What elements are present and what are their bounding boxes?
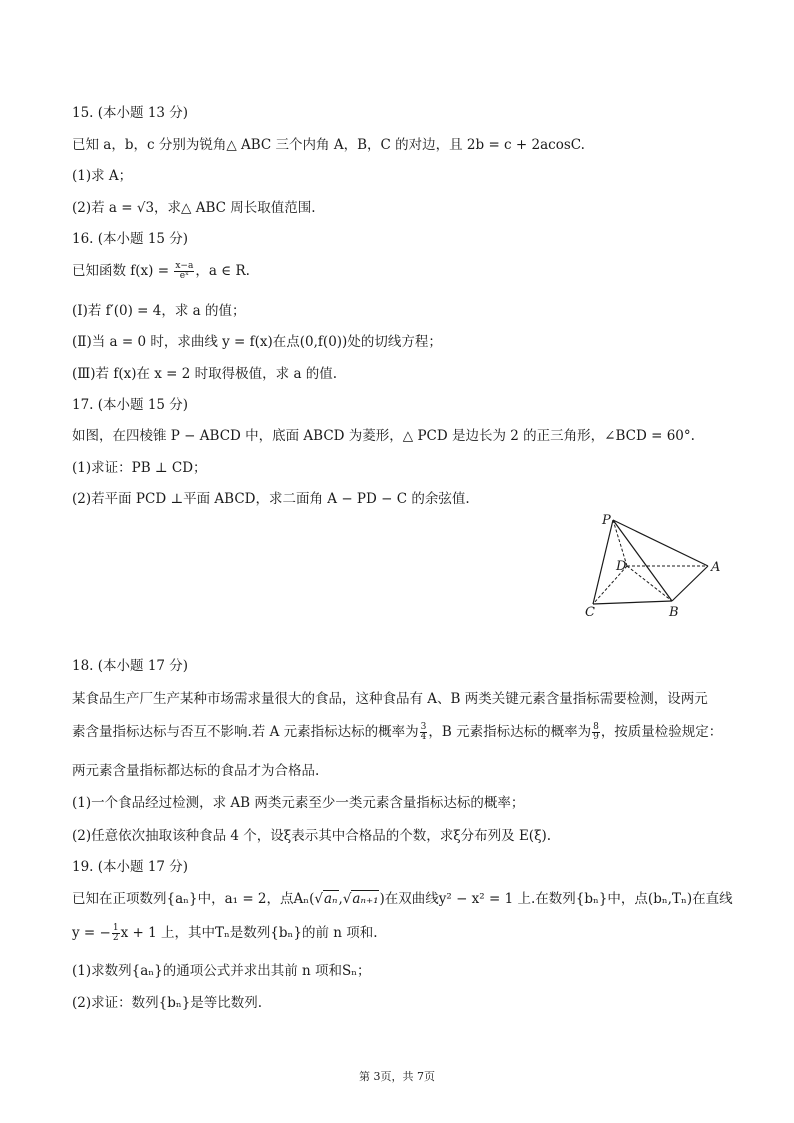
q15-stem: 已知 a，b，c 分别为锐角△ ABC 三个内角 A，B，C 的对边，且 2b = c + 2acosC. (72, 137, 585, 153)
q16-frac-num: x−a (175, 261, 194, 271)
q19-line2-b: x + 1 上，其中Tₙ是数列{bₙ}的前 n 项和. (120, 925, 378, 941)
q16-stem-prefix: 已知函数 f(x) = (72, 263, 174, 279)
q19-part1: (1)求数列{aₙ}的通项公式并求出其前 n 项和Sₙ； (72, 963, 371, 979)
q19-line1-b: )在双曲线y² − x² = 1 上.在数列{bₙ}中，点(bₙ,Tₙ)在直线 (379, 891, 733, 907)
q18-part1: (1)一个食品经过检测，求 AB 两类元素至少一类元素含量指标达标的概率； (72, 795, 525, 811)
q18-frac2-num: 8 (593, 722, 599, 732)
q18-line2 (72, 723, 722, 742)
q19-sqrt-an1: aₙ₊₁ (352, 891, 379, 907)
q19-heading: 19. (本小题 17 分) (72, 859, 189, 875)
q16-frac-den: eˣ (179, 271, 189, 281)
q19-line1: 已知在正项数列{aₙ}中，a₁ = 2，点Aₙ(√aₙ,√aₙ₊₁)在双曲线y² − x² = 1 上.在数列{bₙ}中，点(bₙ,Tₙ)在直线 (72, 891, 733, 907)
q19-line1-comma: , (338, 891, 343, 907)
page-footer: 第 3页，共 7页 (359, 1070, 435, 1083)
q15-part2: (2)若 a = √3，求△ ABC 周长取值范围. (72, 200, 316, 216)
q18-line2-a: 素含量指标达标与否互不影响.若 A 元素指标达标的概率为 (72, 724, 419, 740)
q18-line3: 两元素含量指标都达标的食品才为合格品. (72, 763, 320, 779)
pyramid-figure (580, 508, 730, 626)
q18-frac1-den: 4 (420, 732, 427, 742)
q16-part2: (Ⅱ)当 a = 0 时，求曲线 y = f(x)在点(0,f(0))处的切线方程； (72, 334, 442, 350)
q19-fraction (112, 924, 120, 943)
q17-heading: 17. (本小题 15 分) (72, 397, 189, 413)
q18-fraction-a (420, 723, 428, 742)
q16-heading: 16. (本小题 15 分) (72, 231, 189, 247)
vertex-label-d: D (616, 559, 627, 574)
q18-fraction-b (592, 723, 600, 742)
q16-part3: (Ⅲ)若 f(x)在 x = 2 时取得极值，求 a 的值. (72, 366, 338, 382)
q19-frac-num: 1 (112, 923, 119, 933)
q16-stem-suffix: ，a ∈ R. (195, 263, 250, 279)
q19-line1-a: 已知在正项数列{aₙ}中，a₁ = 2，点Aₙ( (72, 891, 315, 907)
q19-part2: (2)求证：数列{bₙ}是等比数列. (72, 995, 263, 1011)
q17-part1: (1)求证：PB ⊥ CD； (72, 460, 207, 476)
vertex-label-p: P (602, 513, 611, 528)
q18-line2-b: ，B 元素指标达标的概率为 (428, 724, 592, 740)
q17-stem: 如图，在四棱锥 P − ABCD 中，底面 ABCD 为菱形，△ PCD 是边长为 2 的正三角形，∠BCD = 60°. (72, 428, 695, 444)
vertex-label-b: B (669, 605, 679, 620)
q19-line2 (72, 924, 378, 943)
q18-frac1-num: 3 (420, 722, 427, 732)
q18-line1: 某食品生产厂生产某种市场需求量很大的食品，这种食品有 A、B 两类关键元素含量指标需要检测，设两元 (72, 691, 708, 707)
q18-heading: 18. (本小题 17 分) (72, 658, 189, 674)
q16-stem (72, 262, 250, 281)
q18-frac2-den: 9 (593, 732, 599, 742)
q15-heading: 15. (本小题 13 分) (72, 105, 189, 121)
q16-fraction (174, 262, 194, 281)
q19-frac-den: 2 (112, 933, 119, 943)
vertex-label-c: C (585, 605, 595, 620)
q15-part1: (1)求 A； (72, 168, 133, 184)
vertex-label-a: A (711, 560, 721, 575)
q19-sqrt-an: aₙ (323, 891, 338, 907)
q17-part2: (2)若平面 PCD ⊥平面 ABCD，求二面角 A − PD − C 的余弦值. (72, 491, 470, 507)
q19-line2-a: y = − (72, 925, 111, 941)
q18-line2-c: ，按质量检验规定： (600, 724, 723, 740)
q16-part1: (Ⅰ)若 f′(0) = 4，求 a 的值； (72, 303, 246, 319)
q18-part2: (2)任意依次抽取该种食品 4 个，设ξ表示其中合格品的个数，求ξ分布列及 E(ξ). (72, 828, 552, 844)
